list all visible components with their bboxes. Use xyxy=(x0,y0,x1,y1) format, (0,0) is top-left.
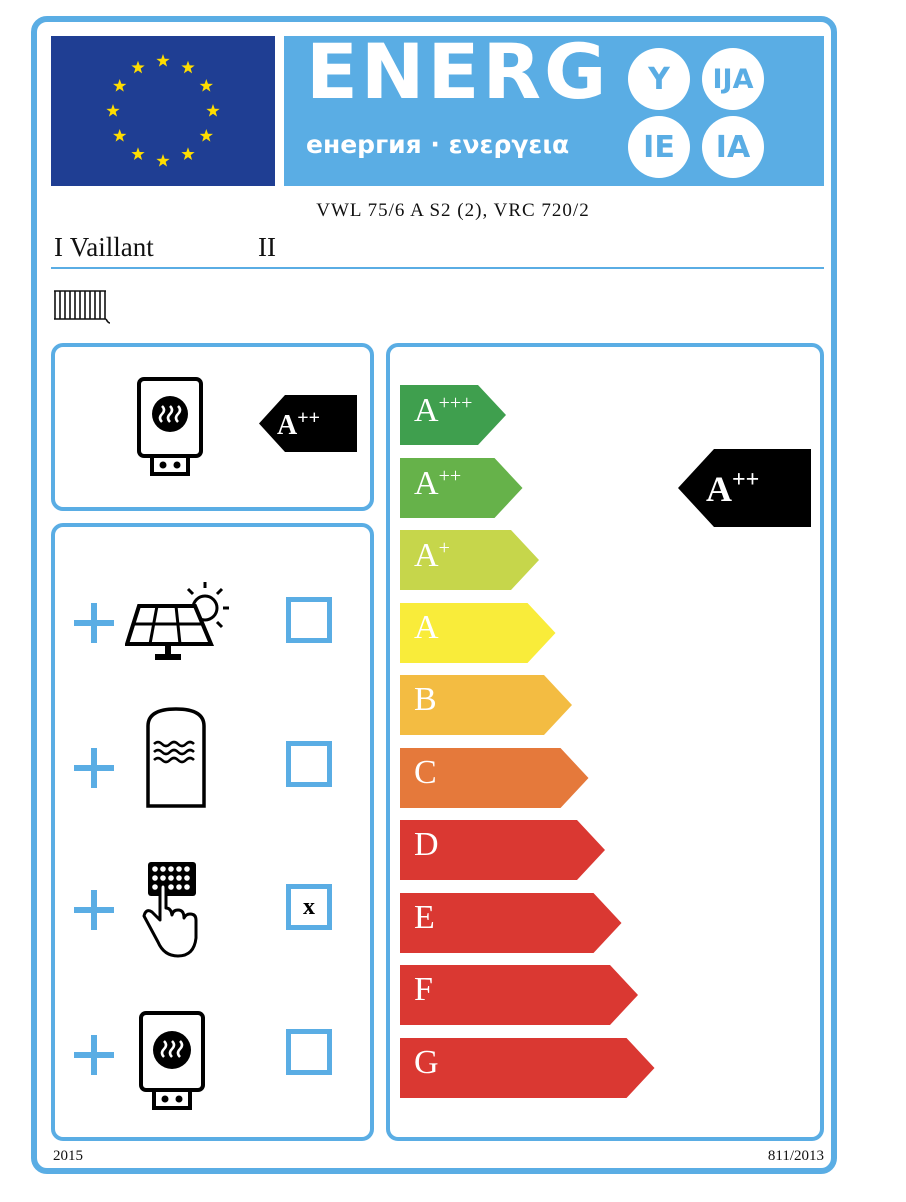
heater-class-arrow xyxy=(259,395,357,452)
eu-star-icon xyxy=(106,104,119,117)
energy-word: ENERG xyxy=(306,27,610,116)
eu-star-icon xyxy=(113,129,126,142)
energy-class-bar xyxy=(400,603,558,663)
regulation-number: 811/2013 xyxy=(767,1148,824,1164)
energy-class-label: A xyxy=(414,608,439,646)
solar-checkbox[interactable] xyxy=(286,597,332,643)
suffix-circle: IJA xyxy=(702,48,764,110)
supplier-name: Vaillant xyxy=(69,232,154,262)
energy-class-label: G xyxy=(414,1043,439,1081)
energy-class-label: F xyxy=(414,971,433,1008)
package-class-label: A++ xyxy=(706,467,760,509)
energy-class-bar xyxy=(400,385,508,445)
suffix-circle: Y xyxy=(628,48,690,110)
energy-class-label: D xyxy=(414,826,439,863)
energy-class-bar xyxy=(400,893,624,953)
model-identifier: VWL 75/6 A S2 (2), VRC 720/2 xyxy=(316,200,590,221)
energy-class-bar xyxy=(400,458,525,518)
radiator-icon xyxy=(52,285,112,325)
tank-checkbox[interactable] xyxy=(286,741,332,787)
eu-star-icon xyxy=(200,129,213,142)
temperature-control-icon xyxy=(138,858,202,962)
plus-icon xyxy=(74,603,114,643)
plus-icon xyxy=(74,1035,114,1075)
energy-class-label: A+ xyxy=(414,537,450,574)
eu-star-icon xyxy=(200,79,213,92)
energy-class-label: B xyxy=(414,681,437,718)
energy-class-bar xyxy=(400,748,591,808)
roman-numeral-two: II xyxy=(258,232,276,262)
hot-water-tank-icon xyxy=(144,706,208,810)
space-heater-icon xyxy=(136,376,206,478)
eu-star-icon xyxy=(181,61,194,74)
eu-stars-icon xyxy=(51,36,275,186)
heater-class-label: A++ xyxy=(277,407,321,441)
energy-subtitle: енергия · ενεργεια xyxy=(306,130,570,159)
eu-star-icon xyxy=(206,104,219,117)
supplier xyxy=(54,232,154,263)
supplementary-heater-icon xyxy=(138,1010,208,1114)
energy-class-bar xyxy=(400,675,574,735)
eu-star-icon xyxy=(156,54,169,67)
roman-numeral-one: I xyxy=(54,232,63,262)
suffix-circle: IE xyxy=(628,116,690,178)
supplementary-heater-checkbox[interactable] xyxy=(286,1029,332,1075)
eu-star-icon xyxy=(131,147,144,160)
suffix-circle: IA xyxy=(702,116,764,178)
energy-class-bar xyxy=(400,820,607,880)
eu-star-icon xyxy=(181,147,194,160)
energy-class-label: E xyxy=(414,898,435,936)
energy-class-bar xyxy=(400,1038,657,1098)
energy-class-bar xyxy=(400,530,541,590)
eu-star-icon xyxy=(156,154,169,167)
energy-class-arrow-shape xyxy=(400,965,638,1025)
plus-icon xyxy=(74,748,114,788)
energy-class-label: A++ xyxy=(414,464,462,502)
header-divider xyxy=(51,267,824,269)
eu-flag xyxy=(51,36,275,186)
energy-class-bar xyxy=(400,965,640,1025)
plus-icon xyxy=(74,890,114,930)
energy-banner xyxy=(284,27,824,186)
footer-year: 2015 xyxy=(53,1148,83,1164)
package-class-arrow xyxy=(678,449,811,527)
temperature-control-checkbox[interactable]: x xyxy=(286,884,332,930)
energy-class-label: C xyxy=(414,753,437,791)
eu-star-icon xyxy=(113,79,126,92)
solar-collector-icon xyxy=(125,578,231,664)
energy-class-label: A+++ xyxy=(414,392,473,429)
eu-star-icon xyxy=(131,61,144,74)
